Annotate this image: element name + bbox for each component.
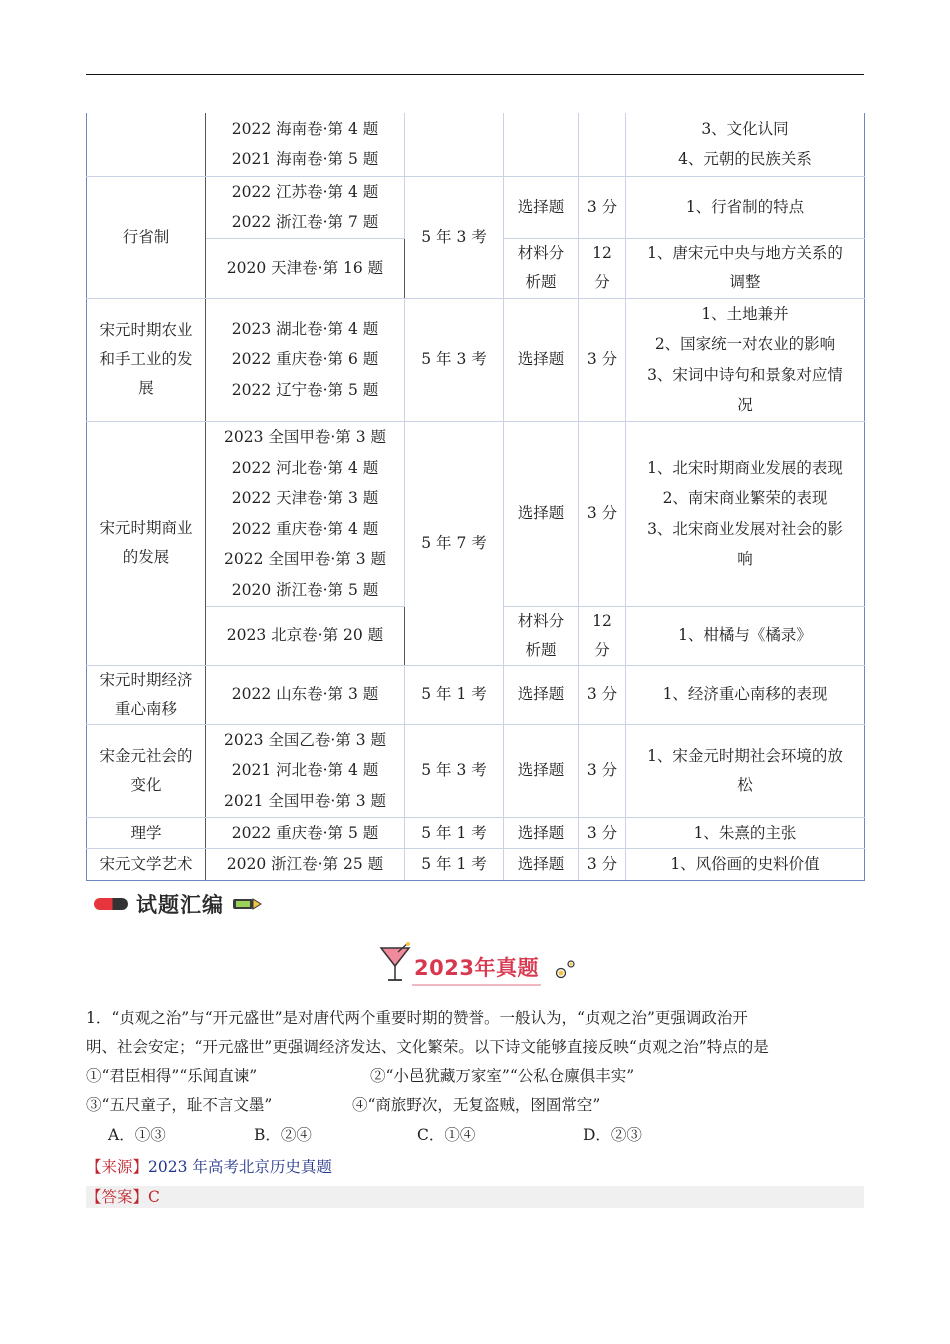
type-cell: 选择题 xyxy=(504,817,579,849)
section-banner xyxy=(94,889,262,919)
paper-ref: 2022 浙江卷·第 7 题 xyxy=(231,213,379,231)
score-cell: 3 分 xyxy=(579,817,626,849)
knowledge-point: 调整 xyxy=(729,273,761,291)
score-cell: 3 分 xyxy=(579,724,626,817)
knowledge-point: 1、唐宋元中央与地方关系的 xyxy=(647,244,843,262)
points-cell xyxy=(626,421,865,606)
exam-statistics-table xyxy=(86,113,865,881)
topic-cell: 行省制 xyxy=(87,176,206,298)
papers-cell: 2020 天津卷·第 16 题 xyxy=(206,238,405,298)
points-cell xyxy=(626,724,865,817)
header-rule xyxy=(86,74,864,75)
choice-row xyxy=(86,1120,864,1151)
topic-line: 重心南移 xyxy=(114,699,177,718)
score-cell: 3 分 xyxy=(579,176,626,238)
section-title: 试题汇编 xyxy=(136,893,224,917)
cocktail-glass-icon xyxy=(378,942,414,986)
paper-ref: 2021 全国甲卷·第 3 题 xyxy=(223,791,387,810)
table-row xyxy=(87,176,865,238)
type-cell: 选择题 xyxy=(504,298,579,421)
knowledge-point: 2、国家统一对农业的影响 xyxy=(654,335,836,353)
frequency-cell: 5 年 1 考 xyxy=(405,849,504,881)
score-line: 分 xyxy=(594,640,610,659)
topic-line: 展 xyxy=(138,379,154,397)
paper-ref: 2022 重庆卷·第 4 题 xyxy=(231,519,379,538)
type-cell: 选择题 xyxy=(504,421,579,606)
score-line: 12 xyxy=(592,611,612,630)
option-row xyxy=(86,1062,864,1091)
statement-2: ②“小邑犹藏万家室”“公私仓廪俱丰实” xyxy=(370,1067,635,1085)
score-cell: 3 分 xyxy=(579,421,626,606)
table-row xyxy=(87,113,865,176)
question-stem: 明、社会安定；“开元盛世”更强调经济发达、文化繁荣。以下诗文能够直接反映“贞观之治”特点的是 xyxy=(86,1038,769,1056)
topic-line: 宋元时期农业 xyxy=(99,321,193,339)
table-row xyxy=(87,849,865,881)
paper-ref: 2022 辽宁卷·第 5 题 xyxy=(231,380,379,399)
topic-cell xyxy=(87,724,206,817)
question-source xyxy=(86,1154,332,1180)
paper-ref: 2023 全国乙卷·第 3 题 xyxy=(223,730,387,749)
papers-cell xyxy=(206,298,405,421)
papers-cell xyxy=(206,421,405,606)
type-line: 析题 xyxy=(525,273,557,291)
frequency-cell xyxy=(405,113,504,176)
topic-cell xyxy=(87,421,206,665)
frequency-cell: 5 年 7 考 xyxy=(405,421,504,665)
choice-a[interactable]: A．①③ xyxy=(108,1126,166,1144)
table-row xyxy=(87,665,865,724)
table-row xyxy=(87,298,865,421)
paper-ref: 2022 全国甲卷·第 3 题 xyxy=(223,550,387,568)
papers-cell: 2022 山东卷·第 3 题 xyxy=(206,665,405,724)
paper-ref: 2022 海南卷·第 4 题 xyxy=(231,119,379,138)
topic-line: 宋金元社会的 xyxy=(99,746,193,765)
answer-text: C xyxy=(148,1188,160,1206)
papers-cell xyxy=(206,724,405,817)
frequency-cell: 5 年 1 考 xyxy=(405,665,504,724)
type-cell: 选择题 xyxy=(504,849,579,881)
question-stem: 1．“贞观之治”与“开元盛世”是对唐代两个重要时期的赞誉。一般认为，“贞观之治”更强调政治开 xyxy=(86,1009,748,1027)
topic-line: 宋元时期商业 xyxy=(99,519,193,537)
score-cell: 3 分 xyxy=(579,298,626,421)
choice-c[interactable]: C．①④ xyxy=(417,1126,476,1144)
statement-1: ①“君臣相得”“乐闻直谏” xyxy=(86,1067,258,1085)
answer-bar xyxy=(86,1186,864,1208)
knowledge-point: 3、北宋商业发展对社会的影 xyxy=(647,519,843,538)
choice-d[interactable]: D．②③ xyxy=(583,1126,642,1144)
topic-line: 和手工业的发 xyxy=(99,350,193,368)
score-line: 分 xyxy=(594,273,610,291)
pencil-icon xyxy=(232,897,262,911)
knowledge-point: 1、北宋时期商业发展的表现 xyxy=(647,458,843,477)
type-line: 材料分 xyxy=(517,244,565,262)
points-cell: 1、风俗画的史料价值 xyxy=(626,849,865,881)
type-cell xyxy=(504,606,579,665)
answer-label: 【答案】 xyxy=(86,1188,149,1206)
statement-3: ③“五尺童子，耻不言文墨” xyxy=(86,1096,273,1114)
topic-line: 宋元时期经济 xyxy=(99,670,193,689)
topic-line: 的发展 xyxy=(122,548,170,566)
frequency-cell: 5 年 1 考 xyxy=(405,817,504,849)
knowledge-point: 1、宋金元时期社会环境的放 xyxy=(647,746,843,765)
frequency-cell: 5 年 3 考 xyxy=(405,176,504,298)
source-text: 2023 年高考北京历史真题 xyxy=(148,1158,332,1176)
score-cell: 3 分 xyxy=(579,849,626,881)
points-cell: 1、行省制的特点 xyxy=(626,176,865,238)
knowledge-point: 2、南宋商业繁荣的表现 xyxy=(662,489,828,507)
points-cell xyxy=(626,298,865,421)
knowledge-point: 1、土地兼并 xyxy=(701,304,789,323)
knowledge-point: 4、元朝的民族关系 xyxy=(678,150,812,169)
score-cell: 3 分 xyxy=(579,665,626,724)
points-cell: 1、朱熹的主张 xyxy=(626,817,865,849)
paper-ref: 2022 江苏卷·第 4 题 xyxy=(231,182,379,201)
topic-cell xyxy=(87,298,206,421)
papers-cell xyxy=(206,113,405,176)
paper-ref: 2023 湖北卷·第 4 题 xyxy=(231,319,379,338)
type-line: 材料分 xyxy=(517,611,565,630)
topic-line: 变化 xyxy=(130,775,162,794)
papers-cell: 2023 北京卷·第 20 题 xyxy=(206,606,405,665)
table-row xyxy=(87,817,865,849)
paper-ref: 2021 河北卷·第 4 题 xyxy=(231,761,379,780)
question-1 xyxy=(86,1004,864,1151)
points-cell: 1、柑橘与《橘录》 xyxy=(626,606,865,665)
year-badge xyxy=(378,942,578,988)
knowledge-point: 况 xyxy=(737,396,753,414)
table-row xyxy=(87,421,865,606)
topic-cell xyxy=(87,113,206,176)
paper-ref: 2022 河北卷·第 4 题 xyxy=(231,458,379,477)
paper-ref: 2021 海南卷·第 5 题 xyxy=(231,150,379,169)
frequency-cell: 5 年 3 考 xyxy=(405,298,504,421)
type-cell: 选择题 xyxy=(504,724,579,817)
score-line: 12 xyxy=(592,244,612,262)
paper-ref: 2023 全国甲卷·第 3 题 xyxy=(223,428,387,446)
option-row xyxy=(86,1091,864,1120)
bubbles-icon xyxy=(554,954,578,980)
paper-ref: 2020 浙江卷·第 5 题 xyxy=(231,580,379,599)
topic-cell: 宋元文学艺术 xyxy=(87,849,206,881)
type-cell xyxy=(504,113,579,176)
papers-cell xyxy=(206,176,405,238)
score-cell xyxy=(579,238,626,298)
table-row xyxy=(87,724,865,817)
knowledge-point: 3、文化认同 xyxy=(701,119,789,138)
paper-ref: 2022 重庆卷·第 6 题 xyxy=(231,350,379,369)
year-badge-label: 2023年真题 xyxy=(412,952,541,986)
frequency-cell: 5 年 3 考 xyxy=(405,724,504,817)
type-cell: 选择题 xyxy=(504,176,579,238)
pill-icon xyxy=(94,898,128,910)
topic-cell: 理学 xyxy=(87,817,206,849)
source-label: 【来源】 xyxy=(86,1158,149,1176)
statement-4: ④“商旅野次，无复盗贼，囹圄常空” xyxy=(352,1096,601,1114)
type-line: 析题 xyxy=(525,640,557,659)
knowledge-point: 松 xyxy=(737,775,753,794)
points-cell: 1、经济重心南移的表现 xyxy=(626,665,865,724)
papers-cell: 2020 浙江卷·第 25 题 xyxy=(206,849,405,881)
topic-cell xyxy=(87,665,206,724)
points-cell xyxy=(626,113,865,176)
points-cell xyxy=(626,238,865,298)
knowledge-point: 响 xyxy=(737,550,753,568)
papers-cell: 2022 重庆卷·第 5 题 xyxy=(206,817,405,849)
score-cell xyxy=(579,113,626,176)
type-cell: 选择题 xyxy=(504,665,579,724)
knowledge-point: 3、宋词中诗句和景象对应情 xyxy=(647,365,843,384)
score-cell xyxy=(579,606,626,665)
type-cell xyxy=(504,238,579,298)
choice-b[interactable]: B．②④ xyxy=(254,1126,312,1144)
paper-ref: 2022 天津卷·第 3 题 xyxy=(231,489,379,507)
